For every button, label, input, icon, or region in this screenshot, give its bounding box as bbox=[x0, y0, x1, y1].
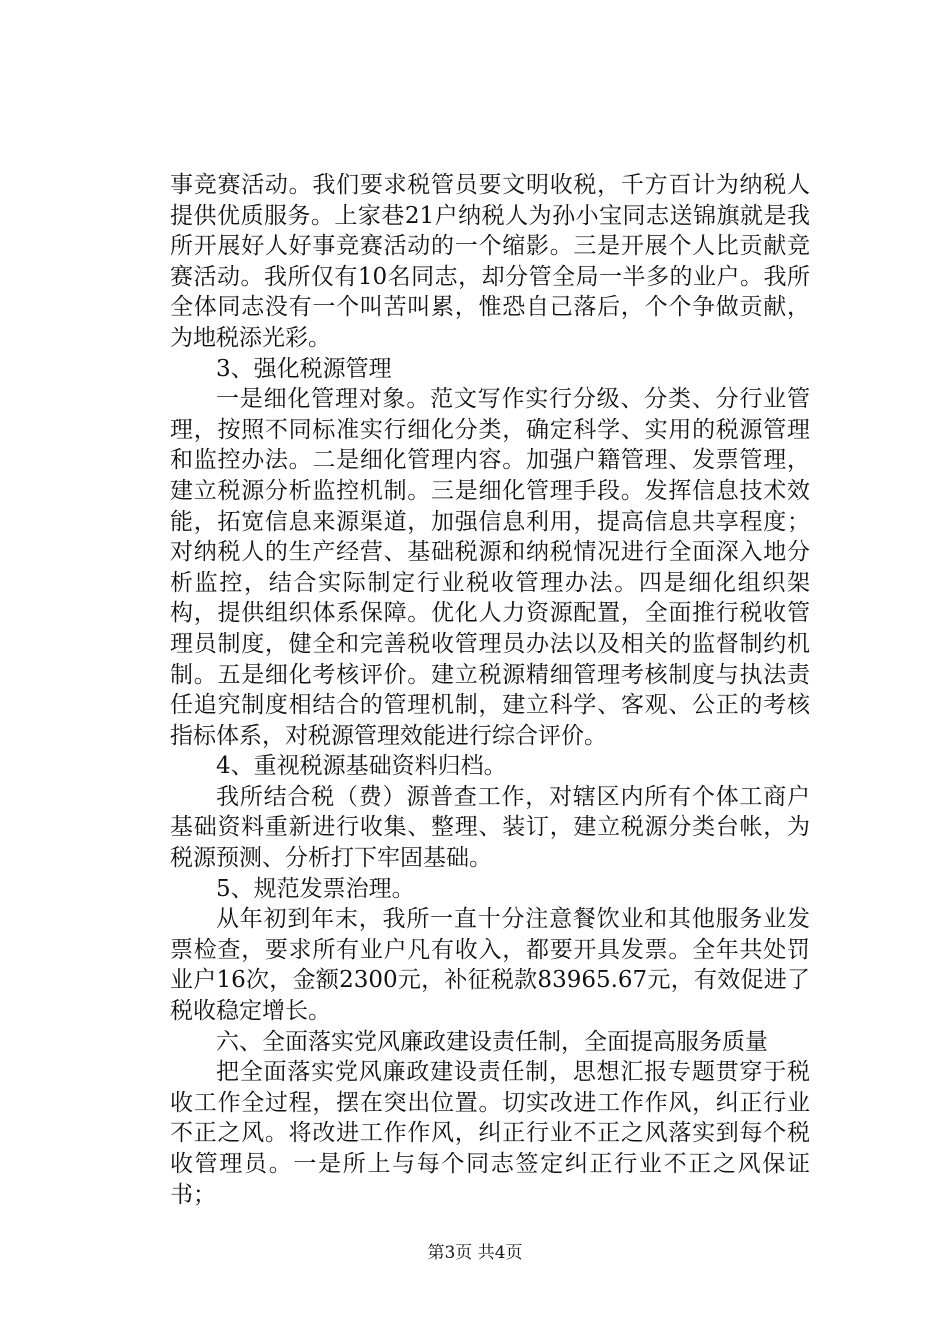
paragraph-1: 事竞赛活动。我们要求税管员要文明收税，千方百计为纳税人提供优质服务。上家巷21户纳税人为孙小宝同志送锦旗就是我所开展好人好事竞赛活动的一个缩影。三是开展个人比贡献竞赛活动。我所仅有10名同志，却分管全局一半多的业户。我所全体同志没有一个叫苦叫累，惟恐自己落后，个个争做贡献，为地税添光彩。 bbox=[170, 172, 810, 351]
paragraph-5: 我所结合税（费）源普查工作，对辖区内所有个体工商户基础资料重新进行收集、整理、装订，建立税源分类台帐，为税源预测、分析打下牢固基础。 bbox=[170, 783, 810, 872]
section-heading-4: 4、重视税源基础资料归档。 bbox=[216, 753, 507, 780]
document-body bbox=[170, 170, 810, 1210]
section-heading-3: 3、强化税源管理 bbox=[216, 355, 392, 382]
chapter-heading-6: 六、全面落实党风廉政建设责任制，全面提高服务质量 bbox=[216, 1028, 768, 1055]
section-heading-5: 5、规范发票治理。 bbox=[216, 875, 415, 902]
paragraph-9: 把全面落实党风廉政建设责任制，思想汇报专题贯穿于税收工作全过程，摆在突出位置。切实改进工作作风，纠正行业不正之风。将改进工作作风，纠正行业不正之风落实到每个税收管理员。一是所上与每个同志签定纠正行业不正之风保证书； bbox=[170, 1059, 810, 1208]
paragraph-7: 从年初到年末，我所一直十分注意餐饮业和其他服务业发票检查，要求所有业户凡有收入，都要开具发票。全年共处罚业户16次，金额2300元，补征税款83965.67元，有效促进了税收稳定增长。 bbox=[170, 906, 810, 1025]
paragraph-3: 一是细化管理对象。范文写作实行分级、分类、分行业管理，按照不同标准实行细化分类，确定科学、实用的税源管理和监控办法。二是细化管理内容。加强户籍管理、发票管理，建立税源分析监控机制。三是细化管理手段。发挥信息技术效能，拓宽信息来源渠道，加强信息利用，提高信息共享程度；对纳税人的生产经营、基础税源和纳税情况进行全面深入地分析监控，结合实际制定行业税收管理办法。四是细化组织架构，提供组织体系保障。优化人力资源配置，全面推行税收管理员制度，健全和完善税收管理员办法以及相关的监督制约机制。五是细化考核评价。建立税源精细管理考核制度与执法责任追究制度相结合的管理机制，建立科学、客观、公正的考核指标体系，对税源管理效能进行综合评价。 bbox=[170, 386, 810, 749]
page-footer: 第3页 共4页 bbox=[427, 1243, 523, 1263]
